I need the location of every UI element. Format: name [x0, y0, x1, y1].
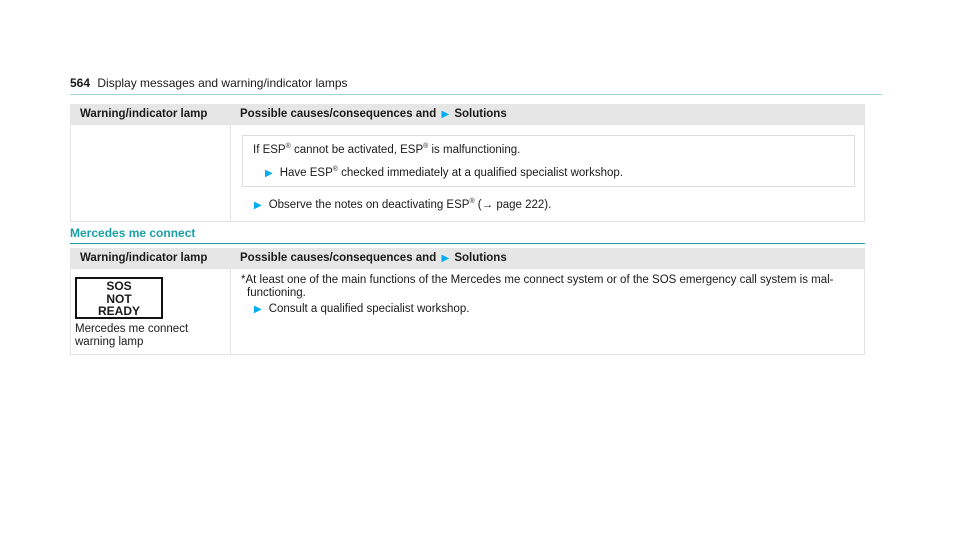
column-header-causes — [231, 249, 865, 269]
cause-cell — [231, 269, 865, 355]
table-row — [71, 269, 865, 355]
column-header-causes — [231, 105, 865, 125]
play-arrow-icon: ▶ — [441, 109, 450, 120]
column-header-lamp: Warning/indicator lamp — [71, 105, 231, 125]
table-row — [71, 125, 865, 222]
play-arrow-icon: ▶ — [254, 200, 262, 211]
solution-step: ▶ Consult a qualified specialist workshop. — [254, 303, 470, 315]
cause-text-cont: functioning. — [247, 287, 306, 299]
sos-not-ready-icon: SOS NOT READY — [75, 277, 163, 319]
lamp-cell — [71, 269, 231, 355]
cause-cell — [231, 125, 865, 222]
warning-table-mercedes-me — [70, 248, 865, 355]
condition-step: ▶ Have ESP® checked immediately at a qualified specialist workshop. — [265, 166, 624, 179]
cause-text: *At least one of the main functions of the Mercedes me connect system or of the SOS emergency call system is mal- — [241, 274, 834, 286]
header-causes-label: Possible causes/consequences and — [240, 108, 437, 120]
header-solutions-label: Solutions — [454, 252, 507, 264]
column-header-lamp: Warning/indicator lamp — [71, 249, 231, 269]
page-title: Display messages and warning/indicator lamps — [97, 76, 348, 90]
table-header-row — [71, 249, 865, 269]
condition-text: If ESP® cannot be activated, ESP® is malfunctioning. — [253, 143, 521, 156]
nested-condition-box — [242, 135, 855, 187]
section-title: Mercedes me connect — [70, 226, 865, 244]
play-arrow-icon: ▶ — [265, 168, 273, 179]
page-header — [70, 76, 882, 95]
header-solutions-label: Solutions — [454, 108, 507, 120]
play-arrow-icon: ▶ — [441, 253, 450, 264]
table-header-row — [71, 105, 865, 125]
warning-table-esp — [70, 104, 865, 222]
page-number: 564 — [70, 76, 91, 90]
lamp-caption: Mercedes me connect warning lamp — [75, 323, 189, 348]
lamp-cell-empty — [71, 125, 231, 222]
play-arrow-icon: ▶ — [254, 304, 262, 315]
solution-step: ▶ Observe the notes on deactivating ESP® (→ page 222). — [254, 198, 552, 211]
header-causes-label: Possible causes/consequences and — [240, 252, 437, 264]
